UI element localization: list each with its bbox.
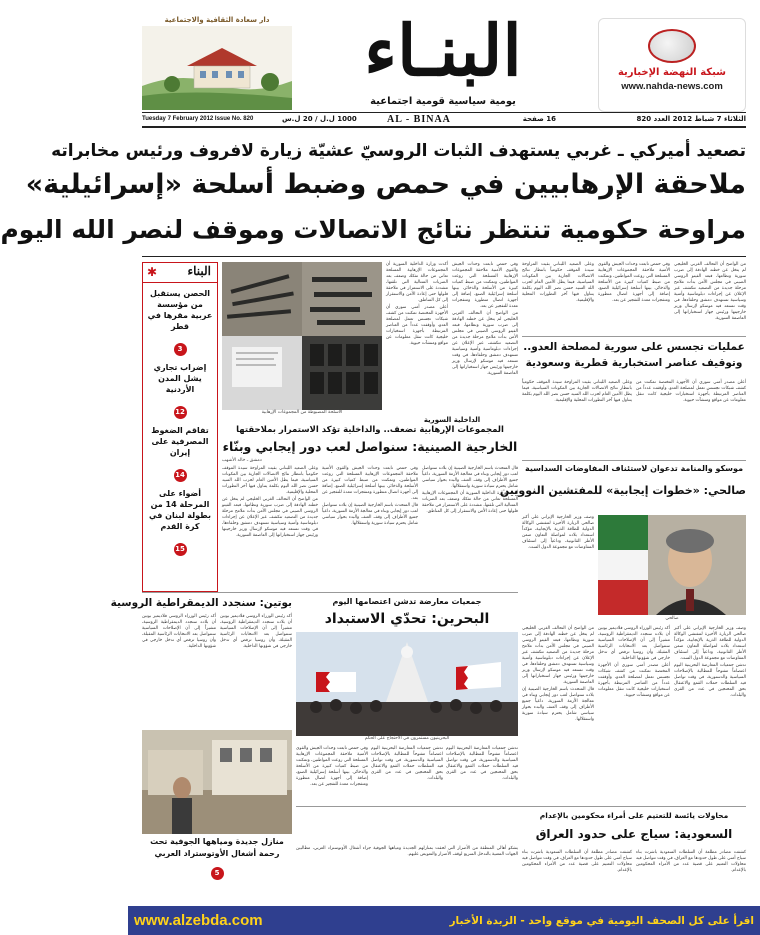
sidebar-item-page-badge: 3 (174, 343, 187, 356)
china-story-text: وفي حمص تابعت وحدات الجيش والقوى الأمنية ملاحقة المجموعات الإرهابية المسلحة التي روعت المواطنين، وتمكنت من ضبط كميات كبيرة من الأسلحة والذخائر، بينها أسلحة إسرائيلية الصنع، إضافة إلى أجهزة اتصال متطورة ومتفجرات معدة للتفجير عن بعد. (322, 466, 418, 501)
espionage-story-text: أعلن مصدر أمني سوري أن الأجهزة المختصة تمكنت من كشف شبكات تجسس تعمل لمصلحة العدو، وأوقفت عدداً من العناصر المرتبطة بأجهزة استخبارات خليجية كانت تنقل معلومات عن مواقع ومنشآت حيوية. (636, 380, 746, 403)
salehi-story-text: أعلن مصدر أمني سوري أن الأجهزة المختصة تمكنت من كشف شبكات تجسس تعمل لمصلحة العدو، وأوقفت عدداً من العناصر المرتبطة بأجهزة استخبارات خليجية كانت تنقل معلومات عن مواقع ومنشآت حيوية. (598, 663, 670, 698)
footer-banner[interactable] (128, 906, 760, 935)
lead-story-col-1 (674, 262, 746, 332)
china-story-headline-box[interactable] (222, 424, 518, 458)
saudi-story-text: كشفت مصادر مطلعة أن السلطات السعودية باشرت بناء سياج أمني على طول حدودها مع العراق، في وقت تتواصل فيه محاولات التعتيم على قضية عدد من الأمراء المحكومين بالإعدام. (636, 850, 746, 873)
salehi-photo-image (598, 515, 746, 615)
syria-story-col-1 (452, 262, 518, 412)
espionage-story-text: وعلى الصعيد اللبناني بقيت المراوحة سيدة الموقف حكومياً بانتظار نتائج الاتصالات الجارية بين المكونات السياسية، فيما يطل الأمين العام لحزب الله السيد حسن نصر الله اليوم بكلمة يتناول فيها آخر التطورات المحلية والإقليمية. (522, 380, 632, 403)
china-headline: الخارجية الصينية: سنواصل لعب دور إيجابي وبنّاء (222, 439, 518, 454)
nahda-news-brand: شبكة النهضة الإخبارية (617, 67, 727, 78)
masthead-bottom-rule (142, 126, 746, 128)
putin-story-text: أكد رئيس الوزراء الروسي فلاديمير بوتين أن بلاده ستجدد الديمقراطية الروسية، مشيراً إلى أن الإصلاحات السياسية ستتواصل بعد الانتخابات الرئاسية المقبلة، وأن روسيا ترفض أي تدخل خارجي في شؤونها الداخلية. (220, 614, 292, 649)
bahrain-kicker: جمعيات معارضة تدشن اعتصامها اليوم (332, 597, 482, 606)
bahrain-photo-image (296, 632, 518, 736)
issue-date-english: Tuesday 7 February 2012 Issue No. 820 (142, 116, 254, 122)
sidebar-star-icon: ✱ (147, 265, 158, 279)
houses-page-badge: 5 (211, 867, 224, 880)
sidebar-item[interactable] (143, 482, 217, 556)
issue-date-arabic: الثلاثاء 7 شباط 2012 العدد 820 (636, 115, 746, 123)
houses-story-col-1 (296, 846, 518, 904)
china-story-text: أكدت وزارة الداخلية السورية أن المجموعات الإرهابية المسلحة تعاني من حالة تفكك وضعف بعد الضربات المتتالية التي تلقتها، مشددة على الاستمرار في ملاحقة فلولها حتى إعادة الأمن والاستقرار إلى كل المناطق. (422, 491, 518, 514)
china-story-col-3 (222, 466, 318, 586)
lead-rule (142, 256, 746, 257)
espionage-story-col-1 (636, 380, 746, 455)
salehi-headline: صالحي: «خطوات إيجابية» للمفتشين النوويين (499, 484, 746, 497)
bahrain-headline: البحرين: تحدّي الاستبداد (324, 611, 490, 627)
syria-story-text: من الواضح أن التحالف الغربي الخليجي لم يتخل عن خطته الهادفة إلى ضرب سورية ونظامها، فبعد الفيتو الروسي الصيني في مجلس الأمن بدأت ملامح مرحلة جديدة من التصعيد تتكشف عبر الإعلان عن إجراءات دبلوماسية وأمنية وسياسية تستهدف دمشق وحلفاءها، في وقت تستعد فيه موسكو لإرسال وزير خارجيتها ورئيس جهاز استخباراتها إلى العاصمة السورية. (452, 311, 518, 376)
saada-house-ad[interactable] (142, 14, 292, 110)
bahrain-story-col-3 (296, 746, 368, 844)
info-bar (142, 113, 746, 126)
newspaper-logo: البنـاء (364, 9, 522, 92)
weapons-photo (222, 262, 382, 410)
sidebar-item-text: أضواء على المرحلة 14 من بطولة لبنان في كرة القدم (149, 489, 211, 531)
lead-story-col-3 (522, 262, 594, 332)
salehi-story-col-3 (598, 626, 670, 804)
sidebar-item-page-badge: 12 (174, 406, 187, 419)
saudi-story-col-2 (522, 850, 632, 904)
salehi-story-text: تدشن جمعيات المعارضة البحرينية اليوم اعتصاماً مفتوحاً للمطالبة بالإصلاحات السياسية والدستورية، في وقت تواصل فيه السلطات حملات القمع والاعتقال بحق المحتجين في عدد من القرى والبلدات. (674, 663, 746, 698)
putin-story-text: أكد رئيس الوزراء الروسي فلاديمير بوتين أن بلاده ستجدد الديمقراطية الروسية، مشيراً إلى أن الإصلاحات السياسية ستتواصل بعد الانتخابات الرئاسية المقبلة، وأن روسيا ترفض أي تدخل خارجي في شؤونها الداخلية. (142, 614, 216, 649)
sidebar-item[interactable] (143, 283, 217, 356)
espionage-headline-box[interactable] (522, 336, 746, 376)
salehi-story-col-2 (674, 626, 746, 804)
espionage-story-col-2 (522, 380, 632, 455)
sidebar (142, 262, 218, 592)
lead-story-col-2 (598, 262, 670, 332)
sidebar-item-text: الحصن يستقبل من مؤسسة عربية مقرها في قطر (147, 289, 213, 331)
nahda-news-logo-icon (648, 29, 696, 63)
saudi-story-col-1 (636, 850, 746, 904)
bahrain-story-col-1 (446, 746, 518, 844)
interior-subhead: الداخلية السورية (423, 416, 481, 424)
china-story-text: قال المتحدث باسم الخارجية الصينية إن بلاده ستواصل لعب دور إيجابي وبناء في معالجة الأزمة السورية، داعياً جميع الأطراف إلى وقف العنف والبدء بحوار سياسي شامل يحترم سيادة سورية واستقلالها. (322, 503, 418, 526)
sidebar-item-page-badge: 14 (174, 469, 187, 482)
lead-kicker[interactable]: تصعيد أميركي ـ غربي يستهدف الثبات الروسيّ عشيّة زيارة لافروف ورئيس مخابراته (51, 141, 746, 161)
houses-photo (142, 730, 292, 834)
saudi-story-text: كشفت مصادر مطلعة أن السلطات السعودية باشرت بناء سياج أمني على طول حدودها مع العراق، في وقت تتواصل فيه محاولات التعتيم على قضية عدد من الأمراء المحكومين بالإعدام. (522, 850, 632, 873)
china-story-text: من الواضح أن التحالف الغربي الخليجي لم يتخل عن خطته الهادفة إلى ضرب سورية ونظامها، فبعد الفيتو الروسي الصيني في مجلس الأمن بدأت ملامح مرحلة جديدة من التصعيد تتكشف عبر الإعلان عن إجراءات دبلوماسية وأمنية وسياسية تستهدف دمشق وحلفاءها، في وقت تستعد فيه موسكو لإرسال وزير خارجيتها ورئيس جهاز استخباراتها إلى العاصمة السورية. (222, 497, 318, 538)
espionage-headline: وتوقيف عناصر استخبارية قطرية وسعودية (525, 357, 743, 369)
syria-story-text: وفي حمص تابعت وحدات الجيش والقوى الأمنية ملاحقة المجموعات الإرهابية المسلحة التي روعت المواطنين، وتمكنت من ضبط كميات كبيرة من الأسلحة والذخائر، بينها أسلحة إسرائيلية الصنع، إضافة إلى أجهزة اتصال متطورة ومتفجرات معدة للتفجير عن بعد. (452, 262, 518, 309)
houses-headline: منازل جديدة ومياهها الجوفية تحت رحمة أشغال الأوتوستراد العربي (150, 837, 284, 858)
china-byline: دمشق ـ خالد الأشهب (222, 458, 262, 463)
putin-rule (142, 592, 518, 593)
saudi-rule (296, 806, 746, 807)
logo-latin: AL - BINAA (387, 114, 451, 125)
terror-kicker: المجموعات الإرهابية تضعف.. والداخلية تؤكد الاستمرار بملاحقتها (236, 425, 504, 435)
espionage-rule (522, 336, 746, 337)
lead-headline-2[interactable]: مراوحة حكومية تنتظر نتائج الاتصالات وموقف لنصر الله اليوم (0, 215, 746, 244)
syria-story-col-2 (386, 262, 448, 412)
lead-story-text: من الواضح أن التحالف الغربي الخليجي لم يتخل عن خطته الهادفة إلى ضرب سورية ونظامها، فبعد الفيتو الروسي الصيني في مجلس الأمن بدأت ملامح مرحلة جديدة من التصعيد تتكشف عبر الإعلان عن إجراءات دبلوماسية وأمنية وسياسية تستهدف دمشق وحلفاءها، في وقت تستعد فيه موسكو لإرسال وزير خارجيتها ورئيس جهاز استخباراتها إلى العاصمة السورية. (674, 262, 746, 321)
bahrain-story-text: تدشن جمعيات المعارضة البحرينية اليوم اعتصاماً مفتوحاً للمطالبة بالإصلاحات السياسية والدستورية، في وقت تواصل فيه السلطات حملات القمع والاعتقال بحق المحتجين في عدد من القرى والبلدات. (371, 746, 443, 781)
lead-story-text: وفي حمص تابعت وحدات الجيش والقوى الأمنية ملاحقة المجموعات الإرهابية المسلحة التي روعت المواطنين، وتمكنت من ضبط كميات كبيرة من الأسلحة والذخائر، بينها أسلحة إسرائيلية الصنع، إضافة إلى أجهزة اتصال متطورة ومتفجرات معدة للتفجير عن بعد. (598, 262, 670, 303)
price: 1000 ل.ل / 20 ل.س (282, 115, 357, 123)
bahrain-story-text: وفي حمص تابعت وحدات الجيش والقوى الأمنية ملاحقة المجموعات الإرهابية المسلحة التي روعت المواطنين، وتمكنت من ضبط كميات كبيرة من الأسلحة والذخائر، بينها أسلحة إسرائيلية الصنع، إضافة إلى أجهزة اتصال متطورة ومتفجرات معدة للتفجير عن بعد. (296, 746, 368, 787)
sidebar-item-page-badge: 15 (174, 543, 187, 556)
footer-promo-text: اقرأ على كل الصحف اليومية في موقع واحد - الزبدة الأخبار (449, 915, 754, 927)
saudi-kicker: محاولات يائسة للتعتيم على أمراء محكومين بالإعدام (539, 811, 729, 820)
salehi-photo (598, 515, 746, 615)
china-story-text: وعلى الصعيد اللبناني بقيت المراوحة سيدة الموقف حكومياً بانتظار نتائج الاتصالات الجارية بين المكونات السياسية، فيما يطل الأمين العام لحزب الله السيد حسن نصر الله اليوم بكلمة يتناول فيها آخر التطورات المحلية والإقليمية. (222, 466, 318, 495)
syria-story-text: أكدت وزارة الداخلية السورية أن المجموعات الإرهابية المسلحة تعاني من حالة تفكك وضعف بعد الضربات المتتالية التي تلقتها، مشددة على الاستمرار في ملاحقة فلولها حتى إعادة الأمن والاستقرار إلى كل المناطق. (386, 262, 448, 303)
sidebar-item[interactable] (143, 356, 217, 419)
salehi-story-text: أكد رئيس الوزراء الروسي فلاديمير بوتين أن بلاده ستجدد الديمقراطية الروسية، مشيراً إلى أن الإصلاحات السياسية ستتواصل بعد الانتخابات الرئاسية المقبلة، وأن روسيا ترفض أي تدخل خارجي في شؤونها الداخلية. (598, 626, 670, 661)
sidebar-item[interactable] (143, 419, 217, 482)
sidebar-item-text: إضراب تجاري يشل المدن الأردنية (153, 363, 207, 394)
salehi-headline-box[interactable] (499, 463, 746, 513)
salehi-photo-caption: صالحي (665, 616, 679, 621)
putin-story-col-2 (142, 614, 216, 724)
masthead (128, 0, 760, 128)
lead-story-text: وعلى الصعيد اللبناني بقيت المراوحة سيدة الموقف حكومياً بانتظار نتائج الاتصالات الجارية بين المكونات السياسية، فيما يطل الأمين العام لحزب الله السيد حسن نصر الله اليوم بكلمة يتناول فيها آخر التطورات المحلية والإقليمية. (522, 262, 594, 303)
page-count: 16 صفحة (522, 115, 556, 123)
china-story-col-2 (322, 466, 418, 586)
putin-headline[interactable]: بوتين: سنجدد الديمقراطية الروسية (110, 597, 292, 609)
lead-headline-1[interactable]: ملاحقة الإرهابيين في حمص وضبط أسلحة «إسرائيلية» (25, 169, 746, 200)
footer-site-url[interactable]: www.alzebda.com (134, 912, 263, 929)
salehi-story-text: من الواضح أن التحالف الغربي الخليجي لم يتخل عن خطته الهادفة إلى ضرب سورية ونظامها، فبعد الفيتو الروسي الصيني في مجلس الأمن بدأت ملامح مرحلة جديدة من التصعيد تتكشف عبر الإعلان عن إجراءات دبلوماسية وأمنية وسياسية تستهدف دمشق وحلفاءها، في وقت تستعد فيه موسكو لإرسال وزير خارجيتها ورئيس جهاز استخباراتها إلى العاصمة السورية. (522, 626, 594, 685)
sidebar-header (143, 263, 217, 283)
houses-story-text: يشكو أهالي المنطقة من الأضرار التي لحقت بمنازلهم الجديدة ومياهها الجوفية جراء أشغال الأوتوستراد العربي، مطالبين الجهات المعنية بالتدخل السريع لوقف الأضرار والتعويض عليهم. (296, 846, 518, 857)
saada-house-illustration (142, 26, 292, 110)
nahda-news-ad[interactable] (598, 18, 746, 112)
saudi-headline: السعودية: سياج على حدود العراق (535, 827, 733, 841)
saudi-headline-box[interactable] (522, 810, 746, 848)
salehi-story-col-1 (522, 515, 594, 625)
sidebar-item-text: تفاقم الضغوط المصرفية على إيران (151, 426, 209, 457)
sidebar-logo: البناء (187, 264, 211, 278)
salehi-story-text: قال المتحدث باسم الخارجية الصينية إن بلاده ستواصل لعب دور إيجابي وبناء في معالجة الأزمة السورية، داعياً جميع الأطراف إلى وقف العنف والبدء بحوار سياسي شامل يحترم سيادة سورية واستقلالها. (522, 687, 594, 722)
salehi-rule (522, 460, 746, 461)
salehi-story-text: وصف وزير الخارجية الإيراني علي أكبر صالحي الزيارة الأخيرة لمفتشي الوكالة الدولية للطاقة الذرية بالإيجابية، مؤكداً استعداد بلاده لمواصلة التعاون ضمن الأطر القانونية، وداعياً إلى استئناف المفاوضات مع مجموعة الدول الست. (522, 515, 594, 550)
nahda-news-url[interactable]: www.nahda-news.com (621, 81, 723, 92)
weapons-photo-image (222, 262, 382, 410)
putin-story-col-1 (220, 614, 292, 724)
saada-house-caption: دار سعادة الثقافية والاجتماعية (164, 16, 270, 24)
bahrain-headline-box[interactable] (296, 596, 518, 632)
houses-photo-image (142, 730, 292, 834)
moscow-kicker: موسكو والمنامة تدعوان لاستئناف المفاوضات السداسية (524, 464, 744, 473)
houses-story-box[interactable] (142, 836, 292, 890)
newspaper-slogan: يومية سياسية قومية اجتماعية (370, 96, 516, 107)
syria-story-text: أعلن مصدر أمني سوري أن الأجهزة المختصة تمكنت من كشف شبكات تجسس تعمل لمصلحة العدو، وأوقفت عدداً من العناصر المرتبطة بأجهزة استخبارات خليجية كانت تنقل معلومات عن مواقع ومنشآت حيوية. (386, 305, 448, 346)
china-story-text: قال المتحدث باسم الخارجية الصينية إن بلاده ستواصل لعب دور إيجابي وبناء في معالجة الأزمة السورية، داعياً جميع الأطراف إلى وقف العنف والبدء بحوار سياسي شامل يحترم سيادة سورية واستقلالها. (422, 466, 518, 489)
bahrain-photo-caption: البحرينيون مستمرون في الاحتجاج على الحكم (364, 736, 450, 741)
bahrain-story-text: تدشن جمعيات المعارضة البحرينية اليوم اعتصاماً مفتوحاً للمطالبة بالإصلاحات السياسية والدستورية، في وقت تواصل فيه السلطات حملات القمع والاعتقال بحق المحتجين في عدد من القرى والبلدات. (446, 746, 518, 781)
salehi-story-text: وصف وزير الخارجية الإيراني علي أكبر صالحي الزيارة الأخيرة لمفتشي الوكالة الدولية للطاقة الذرية بالإيجابية، مؤكداً استعداد بلاده لمواصلة التعاون ضمن الأطر القانونية، وداعياً إلى استئناف المفاوضات مع مجموعة الدول الست. (674, 626, 746, 661)
salehi-story-col-4 (522, 626, 594, 804)
bahrain-story-col-2 (371, 746, 443, 844)
bahrain-photo (296, 632, 518, 736)
weapons-photo-caption: الأسلحة المضبوطة من المجموعات الإرهابية (261, 410, 343, 415)
espionage-kicker: عمليات تجسس على سورية لمصلحة العدو.. (523, 341, 745, 353)
